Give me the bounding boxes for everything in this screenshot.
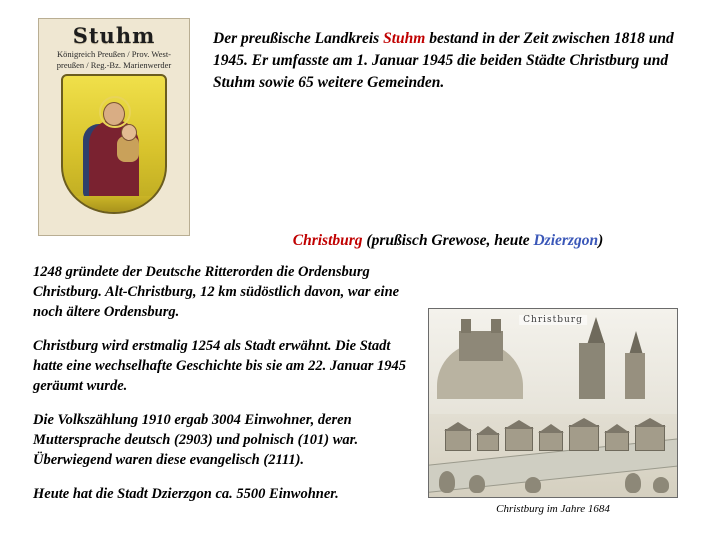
engraving-house (569, 425, 599, 451)
engraving-castle (459, 331, 503, 361)
intro-highlight-stuhm: Stuhm (383, 30, 426, 47)
child-head (121, 124, 137, 141)
coat-of-arms-subtitle-line-2: preußen / Reg.-Bz. Marienwerder (56, 60, 172, 70)
body-text-block (33, 262, 421, 518)
engraving-houses (429, 395, 677, 451)
intro-text-before: Der preußische Landkreis (213, 30, 384, 47)
engraving-tree (653, 477, 669, 493)
madonna-figure-icon (83, 90, 145, 202)
christburg-heading (213, 232, 683, 250)
intro-text-after: bestand in der Zeit zwischen 1818 und 1945. Er umfasste am 1. Januar 1945 die beiden Städte Christburg und Stuhm sowie 65 weitere Gemeinden. (213, 30, 674, 91)
engraving-house (505, 427, 533, 451)
christburg-engraving-image (428, 308, 678, 498)
engraving-trees (429, 453, 677, 493)
engraving-tree (625, 473, 641, 493)
engraving-banner-label: Christburg (519, 315, 587, 325)
shield-shape (61, 74, 167, 214)
christburg-heading-middle: (prußisch Grewose, heute (362, 232, 534, 249)
engraving-church (579, 343, 605, 399)
body-paragraph-1: 1248 gründete der Deutsche Ritterorden die Ordensburg Christburg. Alt-Christburg, 12 km südöstlich davon, war eine noch ältere Ordensburg. (33, 264, 400, 320)
engraving-church-spire (587, 317, 605, 345)
engraving-house (635, 425, 665, 451)
coat-of-arms-shield (39, 74, 189, 224)
engraving-house (605, 431, 629, 451)
engraving-tree (439, 471, 455, 493)
christburg-heading-closing: ) (598, 232, 604, 249)
coat-of-arms-title: Stuhm (72, 23, 156, 48)
body-paragraph-2: Christburg wird erstmalig 1254 als Stadt erwähnt. Die Stadt hatte eine wechselhafte Geschichte bis sie am 22. Januar 1945 geräumt wurde. (33, 338, 406, 394)
engraving-house (477, 433, 499, 451)
intro-paragraph (213, 28, 683, 94)
engraving-tree (469, 475, 485, 493)
christburg-name: Christburg (292, 232, 363, 249)
shield-base (63, 196, 165, 212)
engraving-tower (625, 353, 645, 399)
dzierzgon-name: Dzierzgon (533, 232, 599, 249)
body-paragraph-3: Die Volkszählung 1910 ergab 3004 Einwohner, deren Muttersprache deutsch (2903) und polnisch (101) war. Überwiegend waren diese evangelisch (2111). (33, 412, 359, 468)
engraving-house (445, 429, 471, 451)
figure-head (103, 102, 125, 126)
coat-of-arms-image (38, 18, 190, 236)
engraving-tower-spire (629, 331, 643, 355)
engraving-tree (525, 477, 541, 493)
engraving-caption: Christburg im Jahre 1684 (496, 503, 610, 515)
engraving-house (539, 431, 563, 451)
coat-of-arms-subtitle-line-1: Königreich Preußen / Prov. West- (56, 49, 172, 59)
body-paragraph-4: Heute hat die Stadt Dzierzgon ca. 5500 Einwohner. (33, 486, 339, 502)
